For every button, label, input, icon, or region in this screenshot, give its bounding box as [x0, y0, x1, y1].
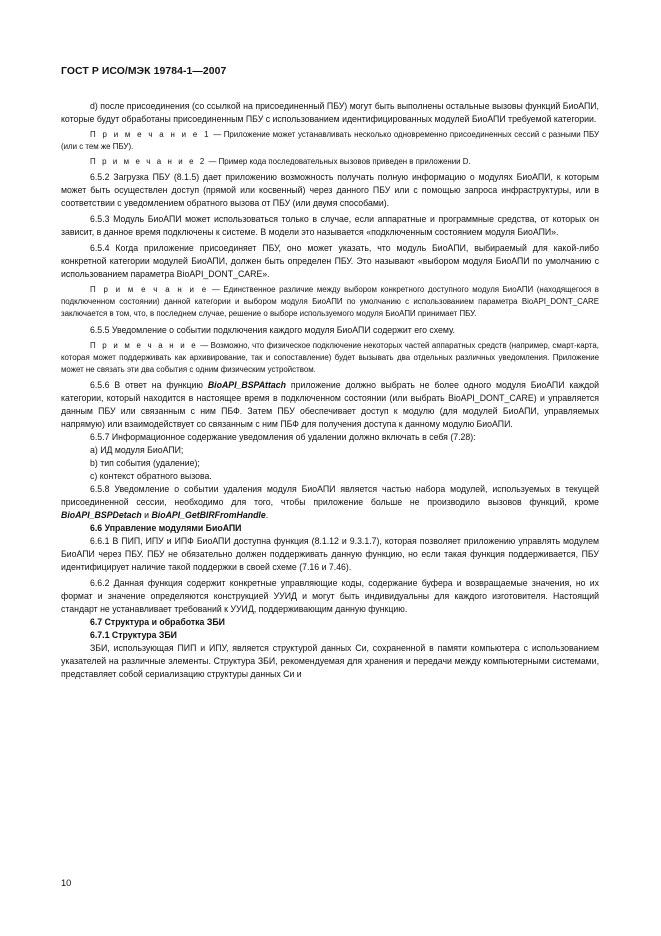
function-name: BioAPI_GetBIRFromHandle — [151, 509, 266, 520]
note-label: П р и м е ч а н и е 1 — [90, 130, 211, 139]
note-label: П р и м е ч а н и е 2 — [90, 157, 207, 167]
paragraph-6-5-8: 6.5.8 Уведомление о событии удаления модуля БиоАПИ является частью набора модулей, используемых в текущей присоединенной сессии, необходимо для того, чтобы приложение больше не производило вызовов функций, кроме BioAPI_BSPDetach и BioAPI_GetBIRFromHandle. — [61, 483, 599, 520]
function-name: BioAPI_BSPAttach — [207, 379, 286, 390]
note-label: П р и м е ч а н и е — [90, 340, 198, 350]
list-item-b: b) тип события (удаление); — [90, 457, 200, 468]
paragraph-6-5-7: 6.5.7 Информационное содержание уведомления об удалении должно включать в себя (7.28): — [90, 431, 476, 442]
section-heading-6-7: 6.7 Структура и обработка ЗБИ — [90, 616, 225, 627]
document-header: ГОСТ Р ИСО/МЭК 19784-1—2007 — [61, 66, 227, 77]
note-text: — Возможно, что физическое подключение некоторых частей аппаратных средств (например, смарт-карта, которая может поддерживать как архивирование, так и сопоставление) будет вызывать два отдельных различных уведомления. Приложение может не связать эти два события с одним физическим устройством. — [61, 340, 599, 374]
paragraph-6-6-1: 6.6.1 В ПИП, ИПУ и ИПФ БиоАПИ доступна функция (8.1.12 и 9.3.1.7), которая позволяет приложению управлять модулем БиоАПИ через ПБУ. ПБУ не обязательно должен поддерживать данную функцию, но если такая функция поддерживается, ПБУ идентифицирует наличие такой поддержки в своей схеме (7.16 и 7.46). — [61, 535, 599, 572]
note-text: — Единственное различие между выбором конкретного доступного модуля БиоАПИ (находящегося в подключенном состоянии) данной категории и выбором модуля БиоАПИ по умолчанию с использованием параметра BioAPI_DONT_CARE заключается в том, что, в последнем случае, решение о выборе используемого модуля БиоАПИ принимает ПБУ. — [61, 285, 599, 319]
note-1 — [61, 129, 599, 153]
paragraph-6-5-3: 6.5.3 Модуль БиоАПИ может использоваться только в случае, если аппаратные и программные средства, от которых он зависит, в данное время подключены к системе. В модели это называется «подключенным состоянием модуля БиоАПИ». — [61, 214, 599, 238]
note-text: — Приложение может устанавливать несколько одновременно присоединенных сессий с разными ПБУ (или с тем же ПБУ). — [61, 130, 599, 152]
paragraph-d: d) после присоединения (со ссылкой на присоединенный ПБУ) могут быть выполнены остальные вызовы функций БиоАПИ, которые будут обработаны присоединенным ПБУ с использованием идентифицированных модулей БиоАПИ требуемой категории. — [61, 101, 599, 124]
paragraph-6-5-4: 6.5.4 Когда приложение присоединяет ПБУ, оно может указать, что модуль БиоАПИ, выбираемый для какой-либо конкретной категории модулей БиоАПИ, должен быть определен ПБУ. Это называют «выбором модуля БиоАПИ по умолчанию с использованием параметра BioAPI_DONT_CARE». — [61, 243, 599, 280]
paragraph-6-6-2: 6.6.2 Данная функция содержит конкретные управляющие коды, содержание буфера и возвращаемые значения, но их формат и значение определяются конструкцией УУИД и могут быть индивидуальны для каждого изготовителя. Настоящий стандарт не устанавливает требований к УУИД, поддерживающим данную функцию. — [61, 577, 599, 614]
paragraph-6-5-2: 6.5.2 Загрузка ПБУ (8.1.5) дает приложению возможность получать полную информацию о модулях БиоАПИ, к которым может быть осуществлен доступ (прямой или косвенный) через данного ПБУ или с помощью запроса инфраструктуры, или в соответствии с уведомлением обратного вызова от ПБУ (или двумя способами). — [61, 172, 599, 209]
page-number: 10 — [61, 878, 72, 888]
note-text: — Пример кода последовательных вызовов приведен в приложении D. — [206, 157, 471, 167]
list-item-a: a) ИД модуля БиоАПИ; — [90, 444, 184, 455]
document-body — [61, 100, 599, 681]
note-4 — [61, 340, 599, 376]
section-heading-6-7-1: 6.7.1 Структура ЗБИ — [90, 629, 177, 640]
function-name: BioAPI_BSPDetach — [61, 509, 142, 520]
list-item-c: c) контекст обратного вызова. — [90, 470, 212, 481]
paragraph-6-7-1: ЗБИ, использующая ПИП и ИПУ, является структурой данных Си, сохраненной в памяти компьютера с использованием указателей на различные элементы. Структура ЗБИ, рекомендуемая для хранения и передачи между компьютерными системами, представляет собой сериализацию структуры данных Си и — [61, 642, 599, 679]
section-heading-6-6: 6.6 Управление модулями БиоАПИ — [90, 522, 242, 533]
note-label: П р и м е ч а н и е — [90, 285, 209, 295]
note-2 — [61, 156, 599, 168]
paragraph-6-5-6: 6.5.6 В ответ на функцию BioAPI_BSPAttach приложение должно выбрать не более одного модуля БиоАПИ каждой категории, который находится в настоящее время в подключенном состоянии (или выбрать BioAPI_DONT_CARE) и управляется данным ПБУ или связанным с ним ПБФ. Затем ПБУ обеспечивает доступ к модулю (для модулей БиоАПИ, управляемых напрямую) или взаимодействует со связанным с ним ПБФ для получения доступа к данному модулю БиоАПИ. — [61, 379, 599, 429]
paragraph-6-5-5: 6.5.5 Уведомление о событии подключения каждого модуля БиоАПИ содержит его схему. — [90, 324, 455, 335]
note-3 — [61, 284, 599, 320]
